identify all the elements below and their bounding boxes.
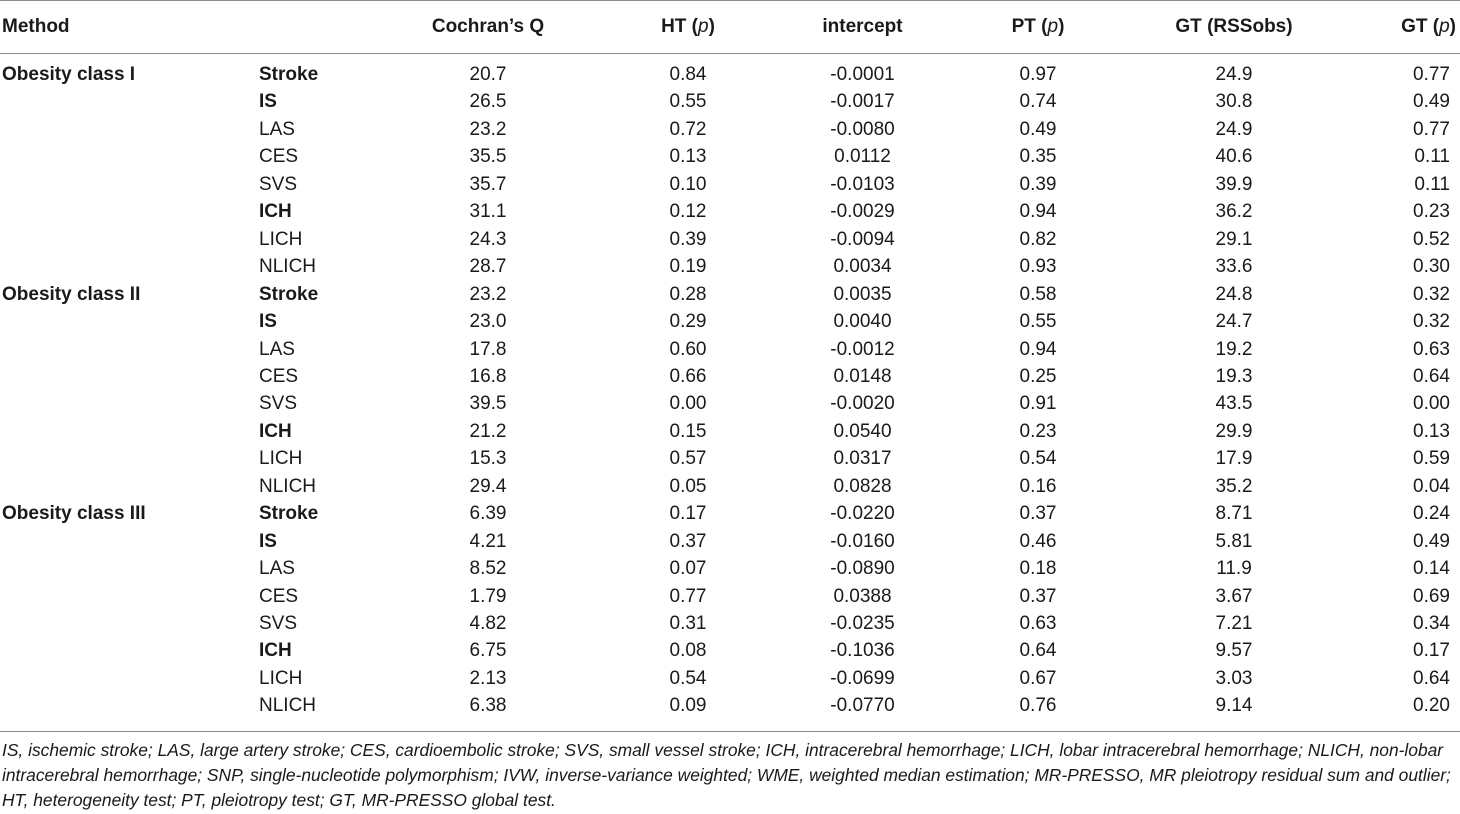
gt-rssobs-cell: 19.3 <box>1215 366 1253 387</box>
gt-p-cell: 0.13 <box>1413 421 1450 442</box>
ht-p-cell: 0.77 <box>669 586 707 607</box>
table-row <box>0 254 1460 280</box>
table-row <box>0 446 1460 472</box>
pt-p-cell: 0.58 <box>1019 284 1057 305</box>
intercept-cell: -0.0890 <box>830 558 895 579</box>
gt-p-cell: 0.63 <box>1413 339 1450 360</box>
outcome-cell: ICH <box>259 201 292 222</box>
gt-p-cell: 0.04 <box>1413 476 1450 497</box>
table-row <box>0 337 1460 363</box>
outcome-cell: Stroke <box>259 503 319 524</box>
outcome-cell: NLICH <box>259 256 317 277</box>
gt-p-cell: 0.00 <box>1413 393 1450 414</box>
intercept-cell: -0.0001 <box>830 64 895 85</box>
intercept-cell: 0.0112 <box>834 146 891 167</box>
outcome-cell: ICH <box>259 421 292 442</box>
outcome-cell: Stroke <box>259 64 319 85</box>
outcome-cell: LAS <box>259 558 295 579</box>
method-group-label: Obesity class III <box>2 503 146 524</box>
pt-p-cell: 0.23 <box>1019 421 1057 442</box>
table-row <box>0 666 1460 692</box>
gt-p-cell: 0.59 <box>1413 448 1450 469</box>
cochran-q-cell: 24.3 <box>469 229 507 250</box>
ht-p-cell: 0.39 <box>669 229 707 250</box>
gt-rssobs-cell: 7.21 <box>1215 613 1253 634</box>
bottom-rule <box>0 731 1460 732</box>
gt-p-cell: 0.14 <box>1413 558 1450 579</box>
ht-p-cell: 0.84 <box>669 64 707 85</box>
header-pt: PT (p) <box>1011 16 1065 37</box>
table-row <box>0 117 1460 143</box>
header-rule <box>0 53 1460 54</box>
cochran-q-cell: 23.0 <box>469 311 507 332</box>
outcome-cell: LICH <box>259 229 303 250</box>
table-row <box>0 501 1460 527</box>
gt-p-cell: 0.32 <box>1413 311 1450 332</box>
intercept-cell: -0.0029 <box>830 201 895 222</box>
ht-p-cell: 0.29 <box>669 311 707 332</box>
cochran-q-cell: 2.13 <box>469 668 507 689</box>
gt-rssobs-cell: 19.2 <box>1215 339 1253 360</box>
outcome-cell: LAS <box>259 119 295 140</box>
gt-rssobs-cell: 36.2 <box>1215 201 1253 222</box>
table-row <box>0 419 1460 445</box>
pt-p-cell: 0.55 <box>1019 311 1057 332</box>
outcome-cell: ICH <box>259 640 292 661</box>
table-row <box>0 199 1460 225</box>
ht-p-cell: 0.31 <box>669 613 707 634</box>
outcome-cell: LAS <box>259 339 295 360</box>
cochran-q-cell: 29.4 <box>469 476 507 497</box>
pt-p-cell: 0.94 <box>1019 201 1057 222</box>
pt-p-cell: 0.76 <box>1019 695 1057 716</box>
pt-p-cell: 0.46 <box>1019 531 1057 552</box>
pt-p-cell: 0.35 <box>1019 146 1057 167</box>
table-row <box>0 584 1460 610</box>
outcome-cell: CES <box>259 366 299 387</box>
pt-p-cell: 0.39 <box>1019 174 1057 195</box>
intercept-cell: 0.0828 <box>833 476 892 497</box>
gt-rssobs-cell: 11.9 <box>1216 558 1252 579</box>
cochran-q-cell: 28.7 <box>469 256 507 277</box>
pt-p-cell: 0.49 <box>1019 119 1057 140</box>
pt-p-cell: 0.54 <box>1019 448 1057 469</box>
cochran-q-cell: 31.1 <box>469 201 507 222</box>
cochran-q-cell: 23.2 <box>469 119 507 140</box>
cochran-q-cell: 6.39 <box>469 503 507 524</box>
gt-rssobs-cell: 29.1 <box>1215 229 1253 250</box>
ht-p-cell: 0.00 <box>669 393 707 414</box>
gt-p-cell: 0.49 <box>1413 531 1450 552</box>
ht-p-cell: 0.09 <box>669 695 707 716</box>
cochran-q-cell: 8.52 <box>469 558 507 579</box>
cochran-q-cell: 16.8 <box>469 366 507 387</box>
pt-p-cell: 0.25 <box>1019 366 1057 387</box>
gt-p-cell: 0.30 <box>1413 256 1450 277</box>
cochran-q-cell: 4.21 <box>469 531 507 552</box>
table-row <box>0 227 1460 253</box>
gt-rssobs-cell: 9.57 <box>1215 640 1253 661</box>
gt-p-cell: 0.11 <box>1414 146 1450 167</box>
gt-rssobs-cell: 17.9 <box>1215 448 1253 469</box>
intercept-cell: -0.0012 <box>830 339 895 360</box>
table-row <box>0 529 1460 555</box>
ht-p-cell: 0.57 <box>669 448 707 469</box>
table-row <box>0 144 1460 170</box>
gt-rssobs-cell: 40.6 <box>1215 146 1253 167</box>
outcome-cell: SVS <box>259 393 298 414</box>
pt-p-cell: 0.93 <box>1019 256 1057 277</box>
cochran-q-cell: 4.82 <box>469 613 507 634</box>
pt-p-cell: 0.16 <box>1019 476 1057 497</box>
gt-rssobs-cell: 35.2 <box>1215 476 1253 497</box>
outcome-cell: IS <box>259 311 277 332</box>
cochran-q-cell: 26.5 <box>469 91 507 112</box>
pt-p-cell: 0.94 <box>1019 339 1057 360</box>
pt-p-cell: 0.74 <box>1019 91 1057 112</box>
gt-rssobs-cell: 3.03 <box>1215 668 1253 689</box>
ht-p-cell: 0.08 <box>669 640 707 661</box>
table-row <box>0 391 1460 417</box>
ht-p-cell: 0.37 <box>669 531 707 552</box>
intercept-cell: -0.0020 <box>830 393 895 414</box>
intercept-cell: -0.0017 <box>830 91 895 112</box>
cochran-q-cell: 35.7 <box>469 174 507 195</box>
table-row <box>0 89 1460 115</box>
gt-p-cell: 0.11 <box>1414 174 1450 195</box>
gt-rssobs-cell: 24.8 <box>1215 284 1253 305</box>
intercept-cell: -0.0103 <box>830 174 895 195</box>
pt-p-cell: 0.97 <box>1019 64 1057 85</box>
pt-p-cell: 0.67 <box>1019 668 1057 689</box>
table-row <box>0 364 1460 390</box>
pt-p-cell: 0.37 <box>1019 503 1057 524</box>
pt-p-cell: 0.37 <box>1019 586 1057 607</box>
intercept-cell: 0.0040 <box>833 311 892 332</box>
table-header <box>0 14 1460 40</box>
cochran-q-cell: 6.38 <box>469 695 507 716</box>
ht-p-cell: 0.12 <box>669 201 707 222</box>
outcome-cell: IS <box>259 91 277 112</box>
gt-p-cell: 0.49 <box>1413 91 1450 112</box>
intercept-cell: -0.0080 <box>830 119 895 140</box>
intercept-cell: 0.0148 <box>833 366 892 387</box>
table-row <box>0 693 1460 719</box>
gt-p-cell: 0.69 <box>1413 586 1450 607</box>
intercept-cell: -0.0770 <box>830 695 895 716</box>
pt-p-cell: 0.91 <box>1019 393 1057 414</box>
gt-p-cell: 0.64 <box>1413 366 1450 387</box>
gt-p-cell: 0.20 <box>1413 695 1450 716</box>
gt-p-cell: 0.77 <box>1413 119 1450 140</box>
gt-rssobs-cell: 24.9 <box>1215 64 1253 85</box>
outcome-cell: CES <box>259 146 299 167</box>
table-row <box>0 282 1460 308</box>
table-row <box>0 474 1460 500</box>
ht-p-cell: 0.60 <box>669 339 707 360</box>
ht-p-cell: 0.19 <box>669 256 707 277</box>
gt-rssobs-cell: 30.8 <box>1215 91 1253 112</box>
gt-p-cell: 0.17 <box>1413 640 1450 661</box>
outcome-cell: Stroke <box>259 284 319 305</box>
intercept-cell: -0.0094 <box>830 229 895 250</box>
gt-rssobs-cell: 29.9 <box>1215 421 1253 442</box>
outcome-cell: LICH <box>259 668 303 689</box>
gt-rssobs-cell: 39.9 <box>1215 174 1253 195</box>
ht-p-cell: 0.28 <box>669 284 707 305</box>
outcome-cell: NLICH <box>259 695 317 716</box>
header-method: Method <box>2 16 70 37</box>
pt-p-cell: 0.64 <box>1019 640 1057 661</box>
gt-rssobs-cell: 3.67 <box>1215 586 1253 607</box>
ht-p-cell: 0.15 <box>669 421 707 442</box>
header-intercept: intercept <box>822 16 903 37</box>
outcome-cell: CES <box>259 586 299 607</box>
intercept-cell: -0.0160 <box>830 531 895 552</box>
gt-p-cell: 0.64 <box>1413 668 1450 689</box>
table-row <box>0 62 1460 88</box>
table-row <box>0 309 1460 335</box>
ht-p-cell: 0.66 <box>669 366 707 387</box>
table-footnote: IS, ischemic stroke; LAS, large artery stroke; CES, cardioembolic stroke; SVS, small vessel stroke; ICH, intracerebral hemorrhage; LICH, lobar intracerebral hemorrhage; NLICH, non-lobar intracerebral hemorrhage; SNP, single-nucleotide polymorphism; IVW, inverse-variance weighted; WME, weighted median estimation; MR-PRESSO, MR pleiotropy residual sum and outlier; HT, heterogeneity test; PT, pleiotropy test; GT, MR-PRESSO global test. <box>2 740 1451 810</box>
header-gt-p: GT (p) <box>1401 16 1456 37</box>
gt-p-cell: 0.23 <box>1413 201 1450 222</box>
ht-p-cell: 0.13 <box>669 146 707 167</box>
ht-p-cell: 0.55 <box>669 91 707 112</box>
table-row <box>0 638 1460 664</box>
ht-p-cell: 0.17 <box>669 503 707 524</box>
method-group-label: Obesity class II <box>2 284 141 305</box>
gt-rssobs-cell: 5.81 <box>1215 531 1253 552</box>
gt-rssobs-cell: 33.6 <box>1215 256 1253 277</box>
intercept-cell: -0.0220 <box>830 503 895 524</box>
table-row <box>0 611 1460 637</box>
ht-p-cell: 0.07 <box>669 558 707 579</box>
intercept-cell: 0.0388 <box>833 586 892 607</box>
gt-rssobs-cell: 24.7 <box>1215 311 1253 332</box>
gt-rssobs-cell: 43.5 <box>1215 393 1253 414</box>
gt-p-cell: 0.34 <box>1413 613 1450 634</box>
cochran-q-cell: 23.2 <box>469 284 507 305</box>
top-rule <box>0 0 1460 1</box>
header-cochran-q: Cochran’s Q <box>431 16 545 37</box>
pt-p-cell: 0.63 <box>1019 613 1057 634</box>
cochran-q-cell: 39.5 <box>469 393 507 414</box>
gt-p-cell: 0.24 <box>1413 503 1450 524</box>
intercept-cell: 0.0540 <box>833 421 892 442</box>
intercept-cell: 0.0317 <box>833 448 892 469</box>
ht-p-cell: 0.10 <box>669 174 707 195</box>
gt-rssobs-cell: 9.14 <box>1215 695 1253 716</box>
outcome-cell: IS <box>259 531 277 552</box>
intercept-cell: 0.0034 <box>833 256 892 277</box>
gt-p-cell: 0.52 <box>1413 229 1450 250</box>
outcome-cell: SVS <box>259 613 298 634</box>
cochran-q-cell: 35.5 <box>469 146 507 167</box>
gt-rssobs-cell: 24.9 <box>1215 119 1253 140</box>
intercept-cell: 0.0035 <box>833 284 892 305</box>
cochran-q-cell: 21.2 <box>469 421 507 442</box>
intercept-cell: -0.1036 <box>830 640 895 661</box>
pt-p-cell: 0.18 <box>1019 558 1057 579</box>
outcome-cell: SVS <box>259 174 298 195</box>
cochran-q-cell: 1.79 <box>469 586 507 607</box>
table-row <box>0 172 1460 198</box>
cochran-q-cell: 15.3 <box>469 448 507 469</box>
outcome-cell: NLICH <box>259 476 317 497</box>
header-gt-rssobs: GT (RSSobs) <box>1175 16 1293 37</box>
ht-p-cell: 0.72 <box>669 119 707 140</box>
cochran-q-cell: 6.75 <box>469 640 507 661</box>
intercept-cell: -0.0699 <box>830 668 895 689</box>
cochran-q-cell: 20.7 <box>469 64 507 85</box>
gt-p-cell: 0.32 <box>1413 284 1450 305</box>
outcome-cell: LICH <box>259 448 303 469</box>
table-row <box>0 556 1460 582</box>
ht-p-cell: 0.54 <box>669 668 707 689</box>
method-group-label: Obesity class I <box>2 64 136 85</box>
cochran-q-cell: 17.8 <box>469 339 507 360</box>
ht-p-cell: 0.05 <box>669 476 707 497</box>
gt-p-cell: 0.77 <box>1413 64 1450 85</box>
pt-p-cell: 0.82 <box>1019 229 1057 250</box>
gt-rssobs-cell: 8.71 <box>1215 503 1253 524</box>
header-ht: HT (p) <box>661 16 715 37</box>
intercept-cell: -0.0235 <box>830 613 895 634</box>
